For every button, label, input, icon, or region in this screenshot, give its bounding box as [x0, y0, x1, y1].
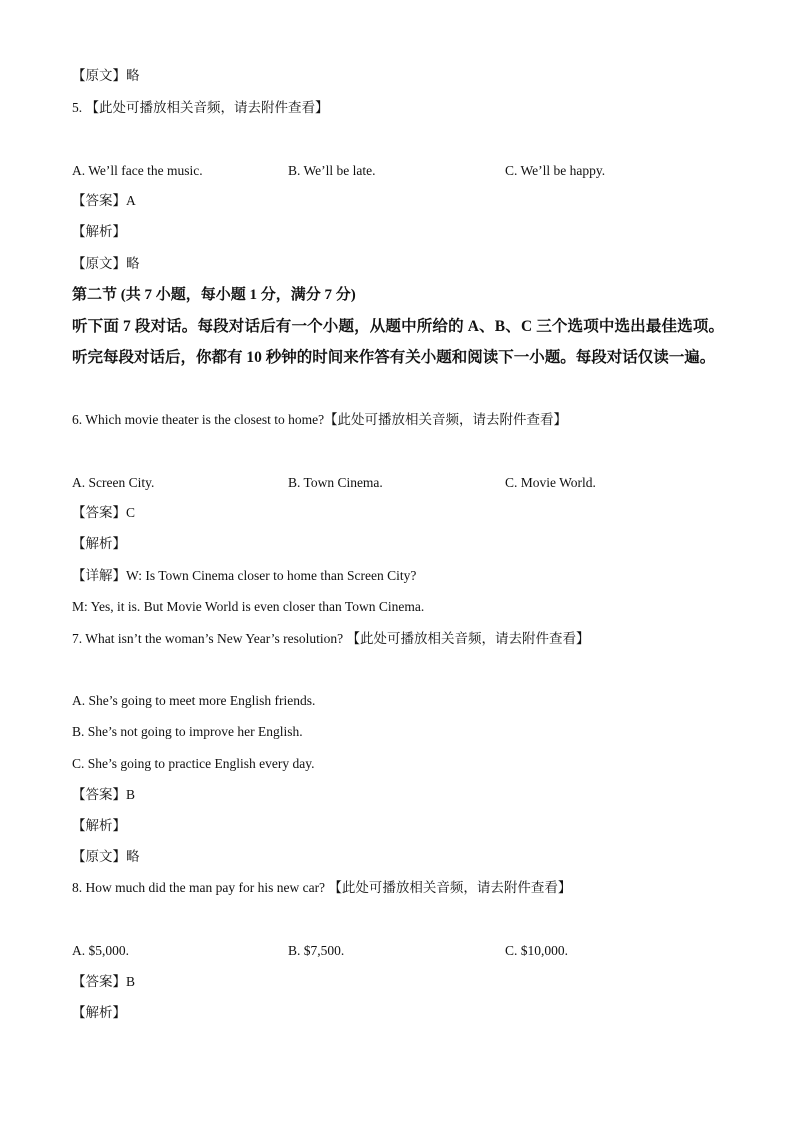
dialogue-line: M: Yes, it is. But Movie World is even closer than Town Cinema. [72, 599, 425, 614]
answer-label: 【答案】B [72, 787, 136, 802]
option-a: A. Screen City. [72, 475, 155, 490]
answer-label: 【答案】A [72, 193, 136, 208]
option-a: A. We’ll face the music. [72, 163, 203, 178]
option-a: A. $5,000. [72, 943, 129, 958]
option-b: B. She’s not going to improve her English. [72, 724, 303, 739]
analysis-label: 【解析】 [72, 1005, 126, 1020]
question-5-stem: 5. 【此处可播放相关音频，请去附件查看】 [72, 100, 329, 115]
option-b: B. Town Cinema. [288, 475, 383, 490]
option-c: C. She’s going to practice English every day. [72, 756, 315, 771]
analysis-label: 【解析】 [72, 536, 126, 551]
analysis-label: 【解析】 [72, 224, 126, 239]
answer-label: 【答案】B [72, 974, 136, 989]
option-a: A. She’s going to meet more English friends. [72, 693, 316, 708]
option-c: C. Movie World. [505, 475, 596, 490]
original-text-omitted: 【原文】略 [72, 849, 140, 864]
answer-label: 【答案】C [72, 505, 136, 520]
option-c: C. $10,000. [505, 943, 569, 958]
section-2-instructions: 听下面 7 段对话。每段对话后有一个小题，从题中所给的 A、B、C 三个选项中选出最佳选项。听完每段对话后，你都有 10 秒钟的时间来作答有关小题和阅读下一小题。每段对话仅读一遍。 [72, 318, 724, 366]
option-b: B. We’ll be late. [288, 163, 376, 178]
option-b: B. $7,500. [288, 943, 345, 958]
question-6-stem: 6. Which movie theater is the closest to home?【此处可播放相关音频，请去附件查看】 [72, 412, 568, 427]
original-text-omitted: 【原文】略 [72, 256, 140, 271]
option-c: C. We’ll be happy. [505, 163, 606, 178]
section-2-heading: 第二节 (共 7 小题，每小题 1 分，满分 7 分) [72, 287, 356, 303]
question-7-stem: 7. What isn’t the woman’s New Year’s resolution? 【此处可播放相关音频，请去附件查看】 [72, 631, 590, 646]
original-text-omitted: 【原文】略 [72, 68, 140, 83]
analysis-label: 【解析】 [72, 818, 126, 833]
detail-explanation: 【详解】W: Is Town Cinema closer to home than Screen City? [72, 568, 417, 583]
question-8-stem: 8. How much did the man pay for his new car? 【此处可播放相关音频，请去附件查看】 [72, 880, 572, 895]
